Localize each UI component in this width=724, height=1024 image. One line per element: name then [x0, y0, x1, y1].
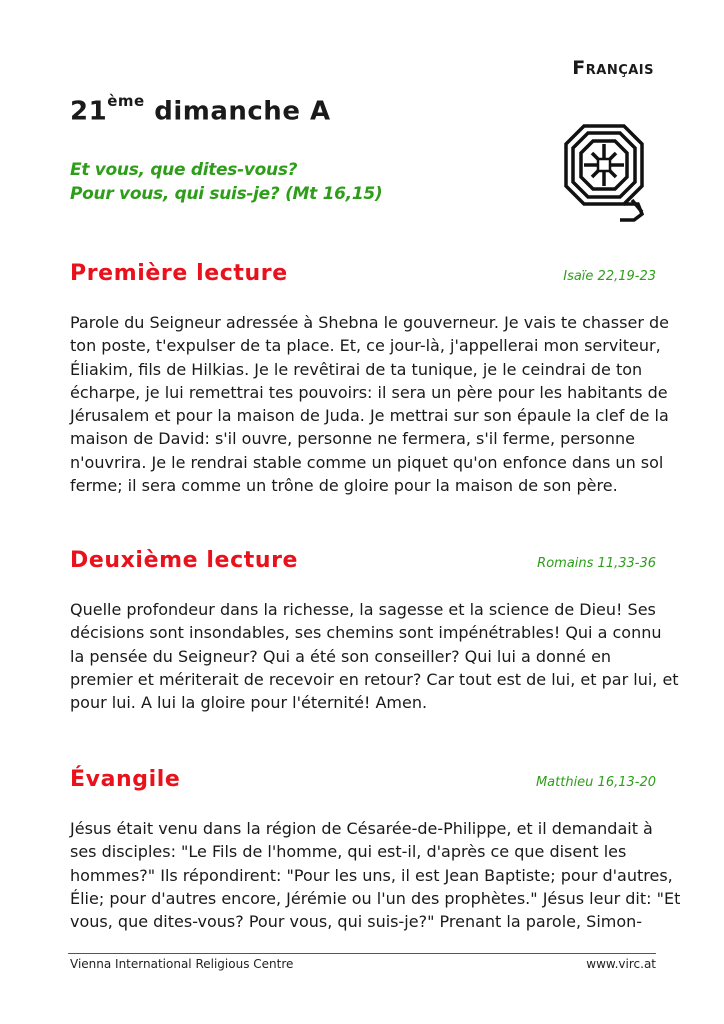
text-line: Élie; pour d'autres encore, Jérémie ou l'un des prophètes." Jésus leur dit: "Et [70, 888, 681, 908]
text-line: Parole du Seigneur adressée à Shebna le gouverneur. Je vais te chasser de [70, 313, 669, 332]
text-line: Quelle profondeur dans la richesse, la sagesse et la science de Dieu! Ses [70, 600, 656, 619]
language-label: Français [572, 57, 654, 79]
text-line: Jérusalem et pour la maison de Juda. Je mettrai sur son épaule la clef de la [70, 406, 669, 426]
section-header-gospel [70, 762, 656, 792]
virc-monogram-logo-icon [562, 120, 646, 224]
motto-line-1: Et vous, que dites-vous? [70, 160, 298, 180]
section-title: Première lecture [70, 261, 288, 286]
scripture-reference: Romains 11,33-36 [537, 556, 656, 571]
scripture-reference: Matthieu 16,13-20 [535, 775, 656, 790]
text-line: hommes?" Ils répondirent: "Pour les uns, il est Jean Baptiste; pour d'autres, [70, 865, 673, 885]
title-rest: dimanche A [144, 96, 331, 127]
title-number: 21 [70, 96, 108, 127]
motto [70, 158, 382, 206]
text-line: ses disciples: "Le Fils de l'homme, qui est-il, d'après ce que disent les [70, 842, 627, 862]
scripture-reference: Isaïe 22,19-23 [563, 269, 656, 284]
text-line: premier et mériterait de recevoir en retour? Car tout est de lui, et par lui, et [70, 669, 679, 689]
page-title [70, 92, 331, 127]
reading-text-gospel [70, 817, 681, 933]
section-header-second-reading [70, 543, 656, 573]
text-line: la pensée du Seigneur? Qui a été son conseiller? Qui lui a donné en [70, 646, 612, 666]
text-line: Éliakim, fils de Hilkias. Je le revêtirai de ta tunique, je le ceindrai de ton [70, 359, 643, 379]
title-superscript: ème [107, 92, 145, 110]
motto-line-2: Pour vous, qui suis-je? (Mt 16,15) [70, 184, 383, 204]
text-line: décisions sont insondables, ses chemins sont impénétrables! Qui a connu [70, 623, 662, 643]
footer-website-link[interactable]: www.virc.at [586, 957, 656, 971]
text-line: maison de David: s'il ouvre, personne ne fermera, s'il ferme, personne [70, 429, 635, 449]
section-title: Deuxième lecture [70, 548, 299, 573]
footer-organization: Vienna International Religious Centre [70, 957, 294, 971]
text-line: vous, que dites-vous? Pour vous, qui suis-je?" Prenant la parole, Simon- [70, 912, 643, 932]
section-header-first-reading [70, 256, 656, 286]
text-line: pour lui. A lui la gloire pour l'éternité! Amen. [70, 693, 428, 713]
text-line: écharpe, je lui remettrai tes pouvoirs: il sera un père pour les habitants de [70, 382, 668, 402]
reading-text-second [70, 598, 679, 714]
text-line: ferme; il sera comme un trône de gloire pour la maison de son père. [70, 476, 618, 496]
text-line: ton poste, t'expulser de ta place. Et, ce jour-là, j'appellerai mon serviteur, [70, 336, 661, 356]
footer-divider [68, 953, 656, 954]
text-line: n'ouvrira. Je le rendrai stable comme un piquet qu'on enfonce dans un sol [70, 452, 664, 472]
text-line: Jésus était venu dans la région de Césarée-de-Philippe, et il demandait à [70, 819, 653, 838]
reading-text-first [70, 311, 670, 497]
section-title: Évangile [70, 767, 181, 792]
